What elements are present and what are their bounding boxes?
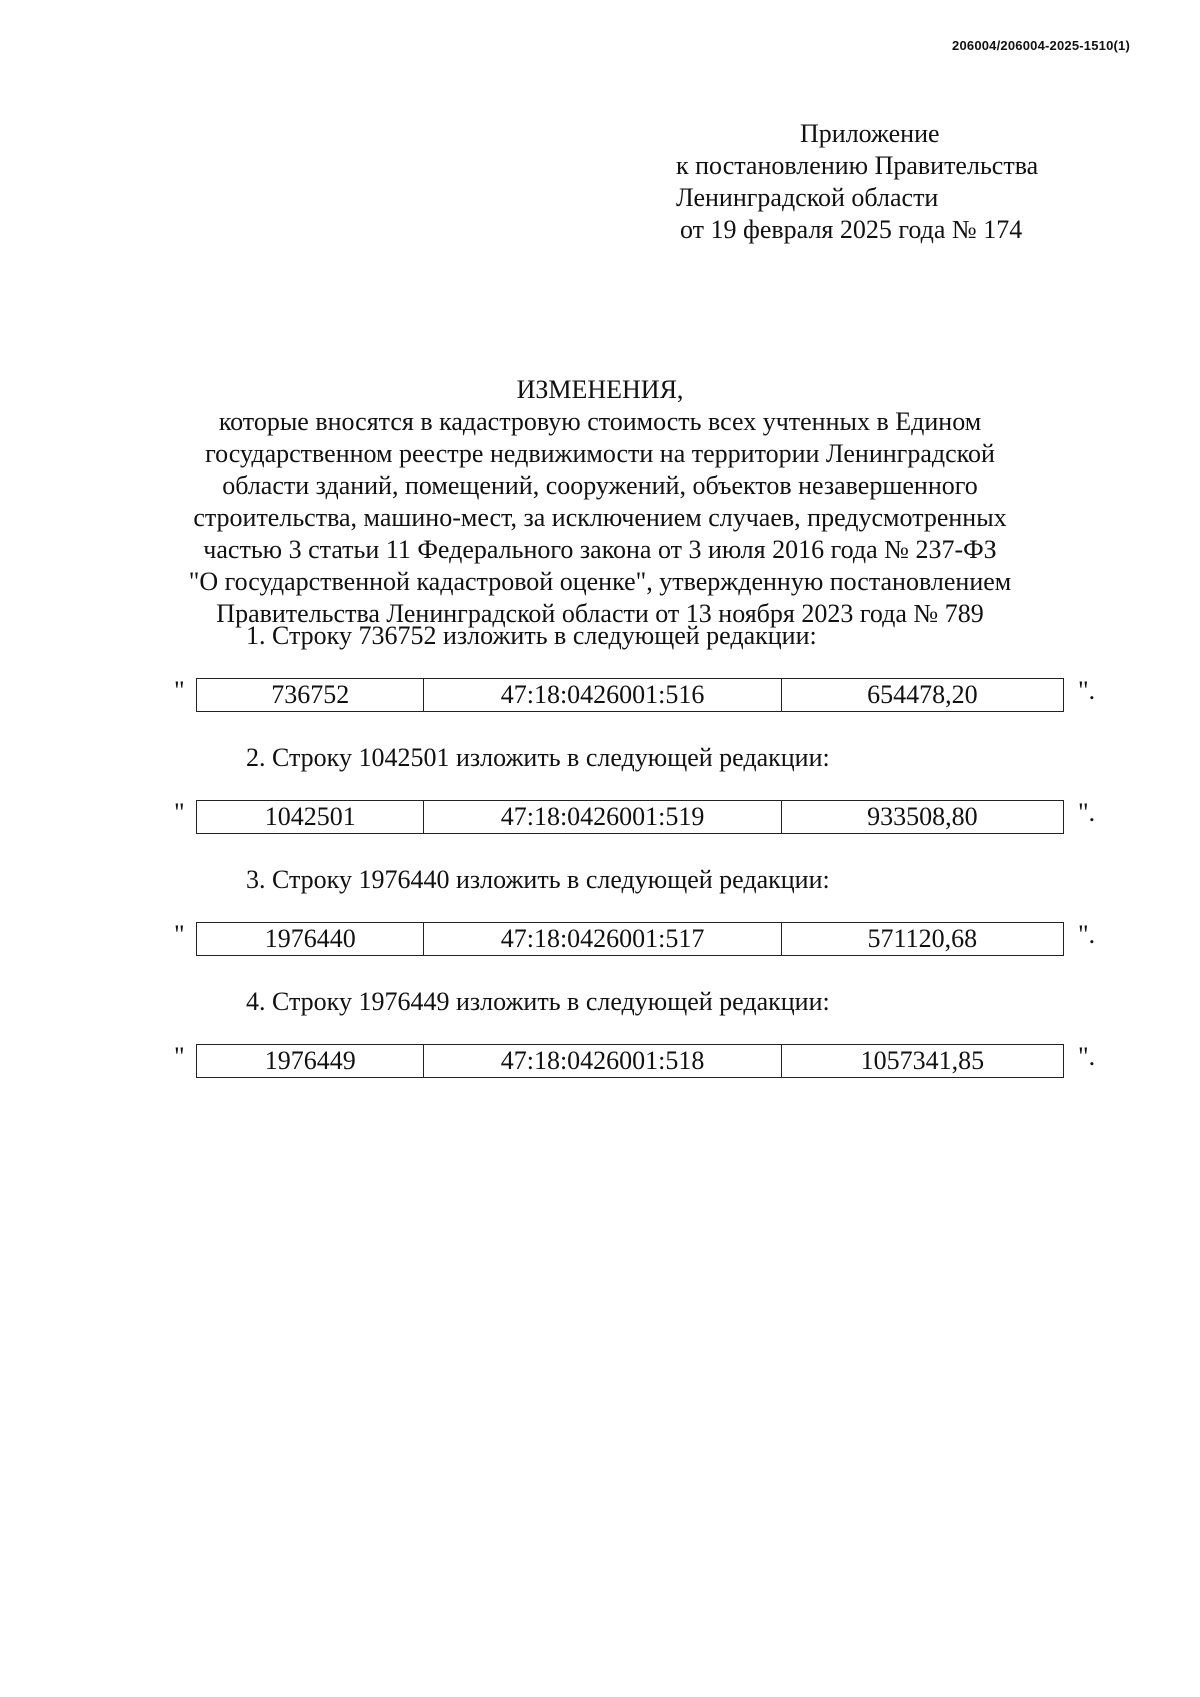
quote-close: ". (1078, 1042, 1096, 1071)
quote-open: " (174, 676, 185, 705)
item-text-1: 1. Строку 736752 изложить в следующей редакции: (246, 621, 817, 650)
quote-open: " (174, 1042, 185, 1071)
cadastral-value-cell: 571120,68 (867, 924, 978, 953)
row-table (196, 678, 1064, 712)
row-number-cell: 736752 (197, 679, 424, 711)
subtitle-line: государственном реестре недвижимости на территории Ленинградской (205, 439, 995, 468)
item-text-4: 4. Строку 1976449 изложить в следующей редакции: (246, 987, 830, 1016)
cadastral-number-cell: 47:18:0426001:519 (424, 801, 781, 833)
row-table (196, 922, 1064, 956)
appendix-line-3: Ленинградской области (676, 183, 939, 212)
subtitle-line: Правительства Ленинградской области от 13 ноября 2023 года № 789 (216, 599, 984, 628)
title-block (120, 374, 1080, 630)
row-number-cell: 1042501 (197, 801, 424, 833)
document-subtitle (120, 406, 1080, 630)
subtitle-line: строительства, машино-мест, за исключением случаев, предусмотренных (193, 503, 1007, 532)
cadastral-number-cell: 47:18:0426001:516 (424, 679, 781, 711)
quote-open: " (174, 798, 185, 827)
subtitle-line: области зданий, помещений, сооружений, объектов незавершенного (222, 471, 978, 500)
appendix-line-2: к постановлению Правительства (676, 151, 1039, 180)
document-heading: ИЗМЕНЕНИЯ, (516, 375, 684, 404)
subtitle-line: "О государственной кадастровой оценке", утвержденную постановлением (188, 567, 1012, 596)
cadastral-value-cell: 933508,80 (867, 802, 978, 831)
subtitle-line: частью 3 статьи 11 Федерального закона от 3 июля 2016 года № 237-ФЗ (203, 535, 997, 564)
table-row-2 (174, 800, 1100, 836)
quote-close: ". (1078, 798, 1096, 827)
cadastral-number-cell: 47:18:0426001:518 (424, 1045, 781, 1077)
quote-open: " (174, 920, 185, 949)
document-id: 206004/206004-2025-1510(1) (952, 38, 1130, 53)
appendix-header (676, 118, 1136, 246)
row-table (196, 1044, 1064, 1078)
table-row-1 (174, 678, 1100, 714)
item-text-3: 3. Строку 1976440 изложить в следующей редакции: (246, 865, 830, 894)
table-row-4 (174, 1044, 1100, 1080)
cadastral-value-cell: 1057341,85 (860, 1046, 985, 1075)
cadastral-value-cell: 654478,20 (867, 680, 978, 709)
cadastral-number-cell: 47:18:0426001:517 (424, 923, 781, 955)
appendix-line-4: от 19 февраля 2025 года № 174 (680, 215, 1023, 244)
subtitle-line: которые вносятся в кадастровую стоимость всех учтенных в Едином (218, 407, 982, 436)
table-row-3 (174, 922, 1100, 958)
appendix-line-1: Приложение (800, 119, 940, 148)
item-text-2: 2. Строку 1042501 изложить в следующей редакции: (246, 743, 830, 772)
row-table (196, 800, 1064, 834)
row-number-cell: 1976449 (197, 1045, 424, 1077)
quote-close: ". (1078, 676, 1096, 705)
quote-close: ". (1078, 920, 1096, 949)
row-number-cell: 1976440 (197, 923, 424, 955)
